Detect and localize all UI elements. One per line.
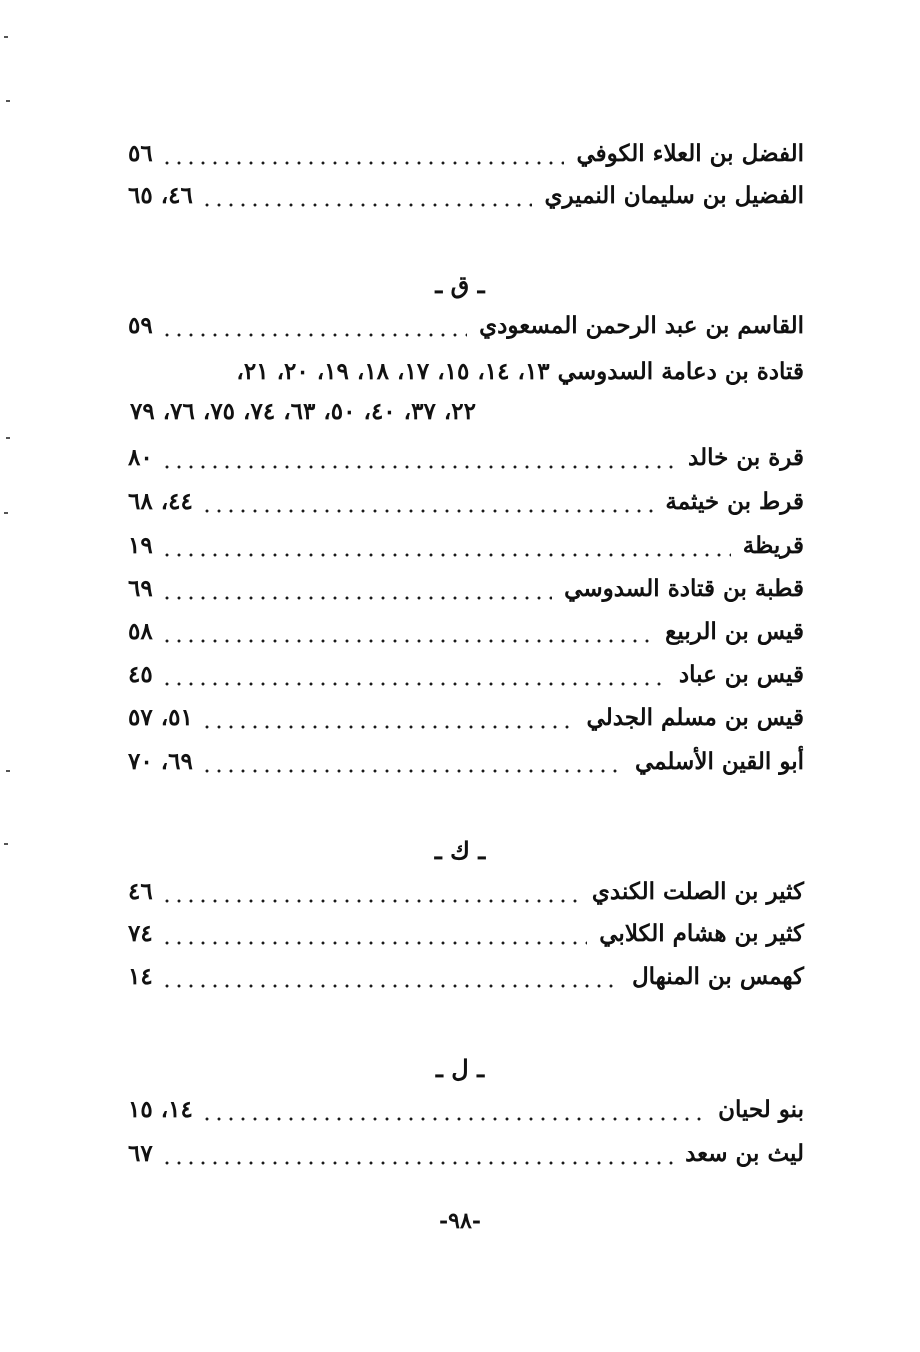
- dot-leader: [161, 614, 653, 650]
- index-entry: [128, 528, 804, 564]
- entry-name: قرط بن خيثمة: [665, 488, 804, 515]
- entry-pages: ١٩: [128, 532, 153, 559]
- entry-pages: ٥١، ٥٧: [128, 704, 193, 731]
- dot-leader: [161, 571, 552, 607]
- entry-pages: ٨٠: [128, 444, 153, 471]
- index-entry: [128, 916, 804, 952]
- page-number: -٩٨-: [439, 1208, 481, 1234]
- dot-leader: [161, 657, 667, 693]
- entry-name: بنو لحيان: [718, 1096, 804, 1123]
- index-entry: [128, 484, 804, 520]
- entry-name: قرة بن خالد: [688, 444, 804, 471]
- entry-text-line-2-row: [128, 392, 804, 432]
- entry-name: قيس بن مسلم الجدلي: [586, 704, 804, 731]
- entry-name: قيس بن عباد: [678, 661, 804, 688]
- index-entry-multiline: [128, 352, 804, 432]
- dot-leader: [201, 700, 575, 736]
- entry-name: قيس بن الربيع: [665, 618, 804, 645]
- dot-leader: [201, 1092, 706, 1128]
- index-entry: [128, 1092, 804, 1128]
- entry-name: قريظة: [742, 532, 804, 559]
- index-entry: [128, 657, 804, 693]
- entry-pages: ٥٦: [128, 140, 153, 167]
- entry-pages: ٦٩، ٧٠: [128, 748, 193, 775]
- index-entry: [128, 308, 804, 344]
- dot-leader: [161, 916, 588, 952]
- entry-name: ليث بن سعد: [685, 1140, 804, 1167]
- entry-name: الفضل بن العلاء الكوفي: [576, 140, 804, 167]
- index-entry: [128, 1136, 804, 1172]
- entry-pages: ٥٨: [128, 618, 153, 645]
- entry-pages: ٤٤، ٦٨: [128, 488, 193, 515]
- dot-leader: [161, 308, 467, 344]
- index-entry: [128, 571, 804, 607]
- index-entry: [128, 959, 804, 995]
- entry-pages: ٤٥: [128, 661, 153, 688]
- entry-name: الفضيل بن سليمان النميري: [544, 182, 804, 209]
- index-entry: [128, 136, 804, 172]
- entry-pages: ٧٤: [128, 920, 153, 947]
- scan-speck: [4, 512, 8, 514]
- dot-leader: [161, 440, 676, 476]
- entry-pages: ١٤: [128, 963, 153, 990]
- section-header-lam: ـ ل ـ: [435, 1054, 485, 1083]
- section-header-kaf: ـ ك ـ: [434, 836, 486, 865]
- dot-leader: [161, 136, 565, 172]
- index-entry: [128, 700, 804, 736]
- entry-text-line-1: قتادة بن دعامة السدوسي ١٣، ١٤، ١٥، ١٧، ١٨، ١٩، ٢٠، ٢١،: [236, 358, 804, 385]
- entry-name: كهمس بن المنهال: [631, 963, 804, 990]
- index-entry: [128, 614, 804, 650]
- entry-pages: ٥٩: [128, 312, 153, 339]
- entry-pages: ٤٦، ٦٥: [128, 182, 193, 209]
- dot-leader: [201, 744, 623, 780]
- index-entry: [128, 178, 804, 214]
- entry-name: كثير بن هشام الكلابي: [599, 920, 804, 947]
- section-header-qaf: ـ ق ـ: [435, 270, 485, 299]
- dot-leader: [161, 1136, 673, 1172]
- dot-leader: [161, 959, 620, 995]
- dot-leader: [161, 528, 731, 564]
- entry-name: أبو القين الأسلمي: [634, 748, 804, 775]
- entry-name: القاسم بن عبد الرحمن المسعودي: [479, 312, 804, 339]
- entry-pages: ٦٩: [128, 575, 153, 602]
- index-entry: [128, 874, 804, 910]
- scan-speck: [6, 770, 10, 772]
- scan-speck: [4, 843, 8, 845]
- scan-speck: [4, 36, 8, 38]
- entry-name: قطبة بن قتادة السدوسي: [564, 575, 804, 602]
- entry-pages: ١٤، ١٥: [128, 1096, 193, 1123]
- entry-text-line-2: ٢٢، ٣٧، ٤٠، ٥٠، ٦٣، ٧٤، ٧٥، ٧٦، ٧٩: [130, 398, 476, 425]
- scan-speck: [6, 100, 10, 102]
- dot-leader: [161, 874, 580, 910]
- dot-leader: [201, 484, 654, 520]
- entry-pages: ٤٦: [128, 878, 153, 905]
- index-entry: [128, 440, 804, 476]
- scan-speck: [6, 437, 10, 439]
- dot-leader: [201, 178, 533, 214]
- entry-name: كثير بن الصلت الكندي: [591, 878, 804, 905]
- entry-pages: ٦٧: [128, 1140, 153, 1167]
- index-entry: [128, 744, 804, 780]
